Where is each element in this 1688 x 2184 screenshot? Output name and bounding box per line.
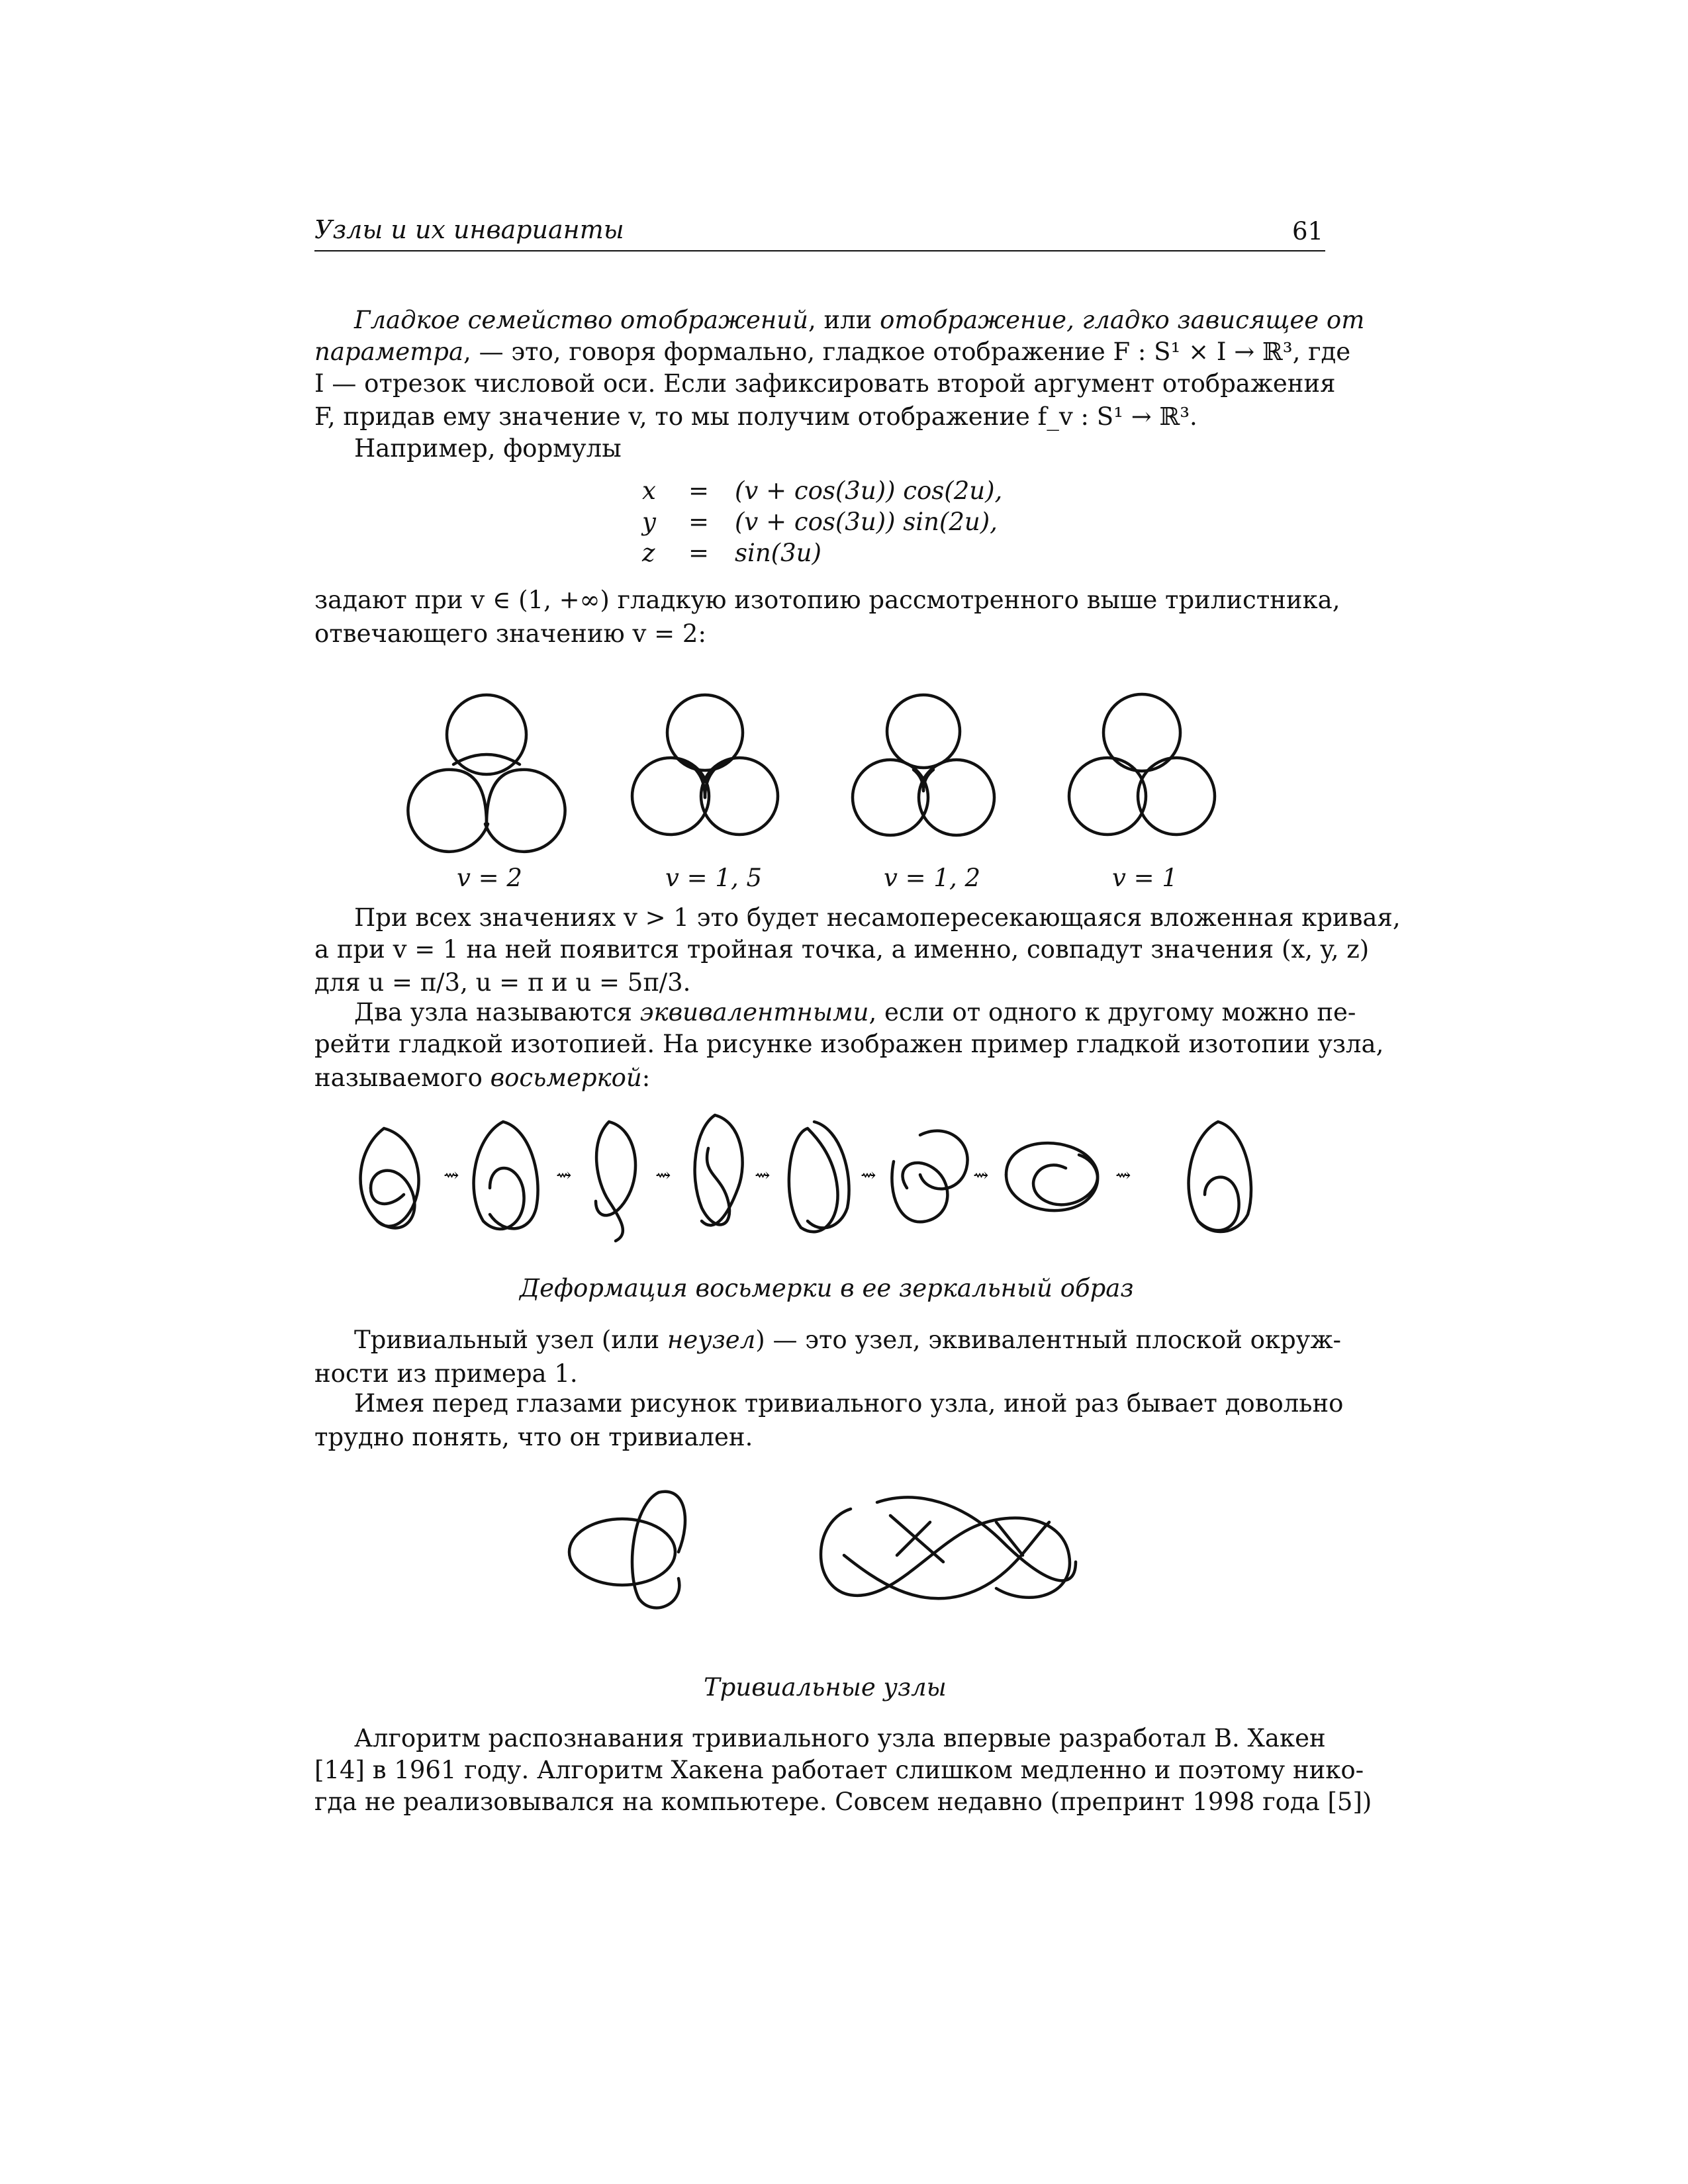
paragraph-line: ности из примера 1.: [314, 1359, 578, 1388]
figure-eight-knot-4: [695, 1115, 743, 1225]
text-span: Два узла называются: [354, 998, 640, 1026]
paragraph-line: рейти гладкой изотопией. На рисунке изображен пример гладкой изотопии узла,: [314, 1030, 1384, 1058]
equation-z-eq: =: [688, 539, 710, 567]
svg-text:⇝: ⇝: [755, 1164, 771, 1186]
trivial-knot-right: [811, 1482, 1089, 1628]
paragraph-line: для u = π/3, u = π и u = 5π/3.: [314, 968, 691, 997]
trefoil-label: v = 2: [457, 864, 522, 892]
trefoil-v2: [407, 692, 566, 850]
term-unknot: неузел: [667, 1326, 756, 1354]
paragraph-line: [354, 306, 1365, 334]
header-rule: [314, 250, 1325, 251]
figure-eight-caption: Деформация восьмерки в ее зеркальный образ: [520, 1274, 1134, 1302]
equation-y-eq: =: [688, 508, 710, 536]
svg-text:⇝: ⇝: [444, 1164, 459, 1186]
paragraph-line: [314, 1062, 650, 1094]
equation-y-rhs: (v + cos(3u)) sin(2u),: [735, 508, 998, 536]
paragraph-line: Имея перед глазами рисунок тривиального узла, иной раз бывает довольно: [354, 1389, 1344, 1418]
figure-eight-knot-8: [1189, 1122, 1251, 1232]
figure-eight-knot-7: [1006, 1143, 1098, 1210]
equation-x-lhs: x: [642, 477, 656, 505]
equation-y-lhs: y: [642, 508, 656, 536]
paragraph-line: Например, формулы: [354, 434, 622, 463]
equation-z-lhs: z: [642, 539, 655, 567]
text-span: называемого: [314, 1064, 491, 1092]
paragraph-line: задают при v ∈ (1, +∞) гладкую изотопию рассмотренного выше трилистника,: [314, 586, 1340, 614]
trefoil-v1: [1062, 692, 1221, 850]
paragraph-line: [314, 338, 1351, 366]
svg-text:⇝: ⇝: [973, 1164, 989, 1186]
figure-eight-knot-1: [361, 1128, 419, 1228]
trefoil-label: v = 1: [1112, 864, 1178, 892]
svg-text:⇝: ⇝: [556, 1164, 572, 1186]
svg-text:⇝: ⇝: [655, 1164, 671, 1186]
figure-eight-knot-3: [596, 1122, 635, 1241]
paragraph-line: трудно понять, что он тривиален.: [314, 1423, 753, 1451]
term-smooth-family: Гладкое семейство отображений: [354, 306, 808, 334]
text-span: , если от одного к другому можно пе-: [868, 998, 1356, 1026]
trefoil-v1-5: [626, 692, 784, 850]
svg-text:⇝: ⇝: [861, 1164, 876, 1186]
equation-z-rhs: sin(3u): [735, 539, 821, 567]
text-span: Тривиальный узел (или: [354, 1326, 667, 1354]
trivial-knots-caption: Тривиальные узлы: [704, 1673, 947, 1702]
paragraph-line: [14] в 1961 году. Алгоритм Хакена работает слишком медленно и поэтому нико-: [314, 1756, 1364, 1784]
text-span: :: [641, 1064, 651, 1092]
paragraph-line: I — отрезок числовой оси. Если зафиксировать второй аргумент отображения: [314, 369, 1336, 398]
paragraph-line: гда не реализовывался на компьютере. Совсем недавно (препринт 1998 года [5]): [314, 1788, 1372, 1816]
figure-eight-sequence: [344, 1109, 1311, 1248]
text-span: ) — это узел, эквивалентный плоской окруж-: [755, 1326, 1341, 1354]
term-smooth-map: отображение, гладко зависящее от: [880, 306, 1365, 334]
trefoil-v1-2: [844, 692, 1003, 850]
svg-text:⇝: ⇝: [1115, 1164, 1131, 1186]
paragraph-line: [354, 998, 1356, 1026]
term-equivalent: эквивалентными: [639, 998, 869, 1026]
term-figure-eight: восьмеркой: [490, 1064, 642, 1092]
paragraph-line: При всех значениях v > 1 это будет несамопересекающаяся вложенная кривая,: [354, 903, 1401, 932]
text-span: , — это, говоря формально, гладкое отображение F : S¹ × I → ℝ³, где: [463, 338, 1351, 366]
text-span: , или: [808, 306, 880, 334]
trefoil-label: v = 1, 5: [665, 864, 763, 892]
paragraph-line: отвечающего значению v = 2:: [314, 619, 706, 648]
equation-x-rhs: (v + cos(3u)) cos(2u),: [735, 477, 1003, 505]
trivial-knot-left: [559, 1479, 705, 1625]
paragraph-line: [354, 1326, 1341, 1354]
trefoil-label: v = 1, 2: [884, 864, 981, 892]
equation-x-eq: =: [688, 477, 710, 505]
figure-eight-knot-6: [892, 1131, 967, 1222]
term-parameter: параметра: [314, 338, 464, 366]
paragraph-line: F, придав ему значение v, то мы получим отображение f_v : S¹ → ℝ³.: [314, 402, 1197, 431]
running-header-title: Узлы и их инварианты: [314, 215, 624, 244]
paragraph-line: а при v = 1 на ней появится тройная точка, а именно, совпадут значения (x, y, z): [314, 935, 1370, 964]
page-number: 61: [1292, 217, 1324, 246]
figure-eight-knot-2: [474, 1122, 538, 1229]
paragraph-line: Алгоритм распознавания тривиального узла впервые разработал В. Хакен: [354, 1724, 1326, 1752]
figure-eight-knot-5: [789, 1122, 849, 1232]
